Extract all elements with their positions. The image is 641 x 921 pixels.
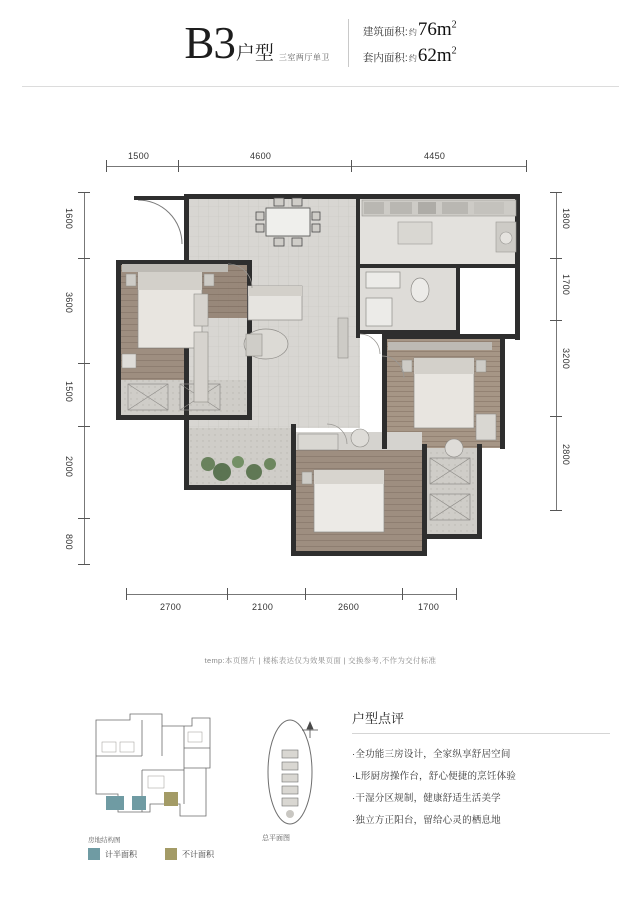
left-dim-0: 1600 <box>64 208 74 230</box>
review-item-0: ·全功能三房设计，全家纵享舒居空间 <box>352 749 511 760</box>
structure-mini-plan <box>88 708 218 828</box>
top-tick-1 <box>178 160 179 172</box>
review-item-2: ·干湿分区规制，健康舒适生活美学 <box>352 793 501 804</box>
build-area-approx: 约 <box>408 28 417 37</box>
header <box>0 0 641 86</box>
right-tick-0 <box>550 192 562 193</box>
build-area-label: 建筑面积: <box>362 26 408 38</box>
bottom-section <box>0 700 641 880</box>
inner-area-value: $62m^2$ <box>417 45 457 66</box>
legend-item-no-area <box>165 848 214 860</box>
bottom-tick-4 <box>456 588 457 600</box>
left-dim-3: 2000 <box>64 456 74 478</box>
right-tick-1 <box>550 258 562 259</box>
bottom-dim-3: 1700 <box>418 602 440 612</box>
left-tick-0 <box>78 192 90 193</box>
legend-swatch-olive <box>165 848 177 860</box>
legend-label-no-area: 不计面积 <box>182 849 214 859</box>
structure-mini-plan-caption: 房地结构图 <box>88 837 121 844</box>
disclaimer-note: temp:本页图片 | 楼栋表达仅为效果页面 | 交换参考,不作为交付标准 <box>204 656 437 665</box>
review-item-1: ·L形厨房操作台，舒心便捷的烹饪体验 <box>352 771 517 782</box>
left-tick-5 <box>78 564 90 565</box>
top-dim-0: 1500 <box>128 151 150 161</box>
right-tick-4 <box>550 510 562 511</box>
left-tick-4 <box>78 518 90 519</box>
area-row-build <box>363 19 457 41</box>
top-dim-1: 4600 <box>250 151 272 161</box>
plan-title-subtitle: 三室两厅单卫 <box>278 52 330 62</box>
legend-item-half-area <box>88 848 137 860</box>
top-tick-2 <box>351 160 352 172</box>
bottom-dim-line <box>126 594 456 595</box>
left-dim-line <box>84 192 85 564</box>
right-dim-1: 1700 <box>561 274 571 296</box>
bottom-dim-1: 2100 <box>252 602 274 612</box>
review-item-3: ·独立方正阳台，留给心灵的栖息地 <box>352 815 501 826</box>
bottom-dim-0: 2700 <box>160 602 182 612</box>
legend-swatch-teal <box>88 848 100 860</box>
review-block <box>352 708 622 832</box>
review-title: 户型点评 <box>352 711 405 726</box>
left-dim-4: 800 <box>64 534 74 550</box>
right-dim-0: 1800 <box>561 208 571 230</box>
area-summary <box>348 19 457 67</box>
site-plan <box>250 710 330 830</box>
left-tick-2 <box>78 363 90 364</box>
plan-title-suffix: 户型 <box>235 42 274 64</box>
site-plan-caption: 总平面图 <box>262 835 290 842</box>
plan-title <box>184 17 330 68</box>
bottom-dim-2: 2600 <box>338 602 360 612</box>
bottom-tick-2 <box>305 588 306 600</box>
top-dim-line <box>106 166 526 167</box>
floor-plan-drawing <box>98 186 538 576</box>
inner-area-label: 套内面积: <box>362 52 408 64</box>
plan-title-code: B3 <box>184 17 235 68</box>
bottom-tick-0 <box>126 588 127 600</box>
legend <box>88 848 214 860</box>
right-dim-2: 3200 <box>561 348 571 370</box>
left-dim-1: 3600 <box>64 292 74 314</box>
area-row-inner <box>363 45 457 67</box>
right-dim-line <box>556 192 557 510</box>
header-divider <box>22 86 619 87</box>
build-area-value: $76m^2$ <box>417 19 457 40</box>
floor-plan-area <box>0 96 641 656</box>
left-dim-2: 1500 <box>64 381 74 403</box>
top-tick-3 <box>526 160 527 172</box>
legend-label-half-area: 计半面积 <box>105 849 137 859</box>
top-tick-0 <box>106 160 107 172</box>
right-tick-3 <box>550 416 562 417</box>
top-dim-2: 4450 <box>424 151 446 161</box>
review-divider <box>352 733 610 734</box>
bottom-tick-3 <box>402 588 403 600</box>
left-tick-1 <box>78 258 90 259</box>
inner-area-approx: 约 <box>408 54 417 63</box>
right-dim-3: 2800 <box>561 444 571 466</box>
right-tick-2 <box>550 320 562 321</box>
bottom-tick-1 <box>227 588 228 600</box>
left-tick-3 <box>78 426 90 427</box>
